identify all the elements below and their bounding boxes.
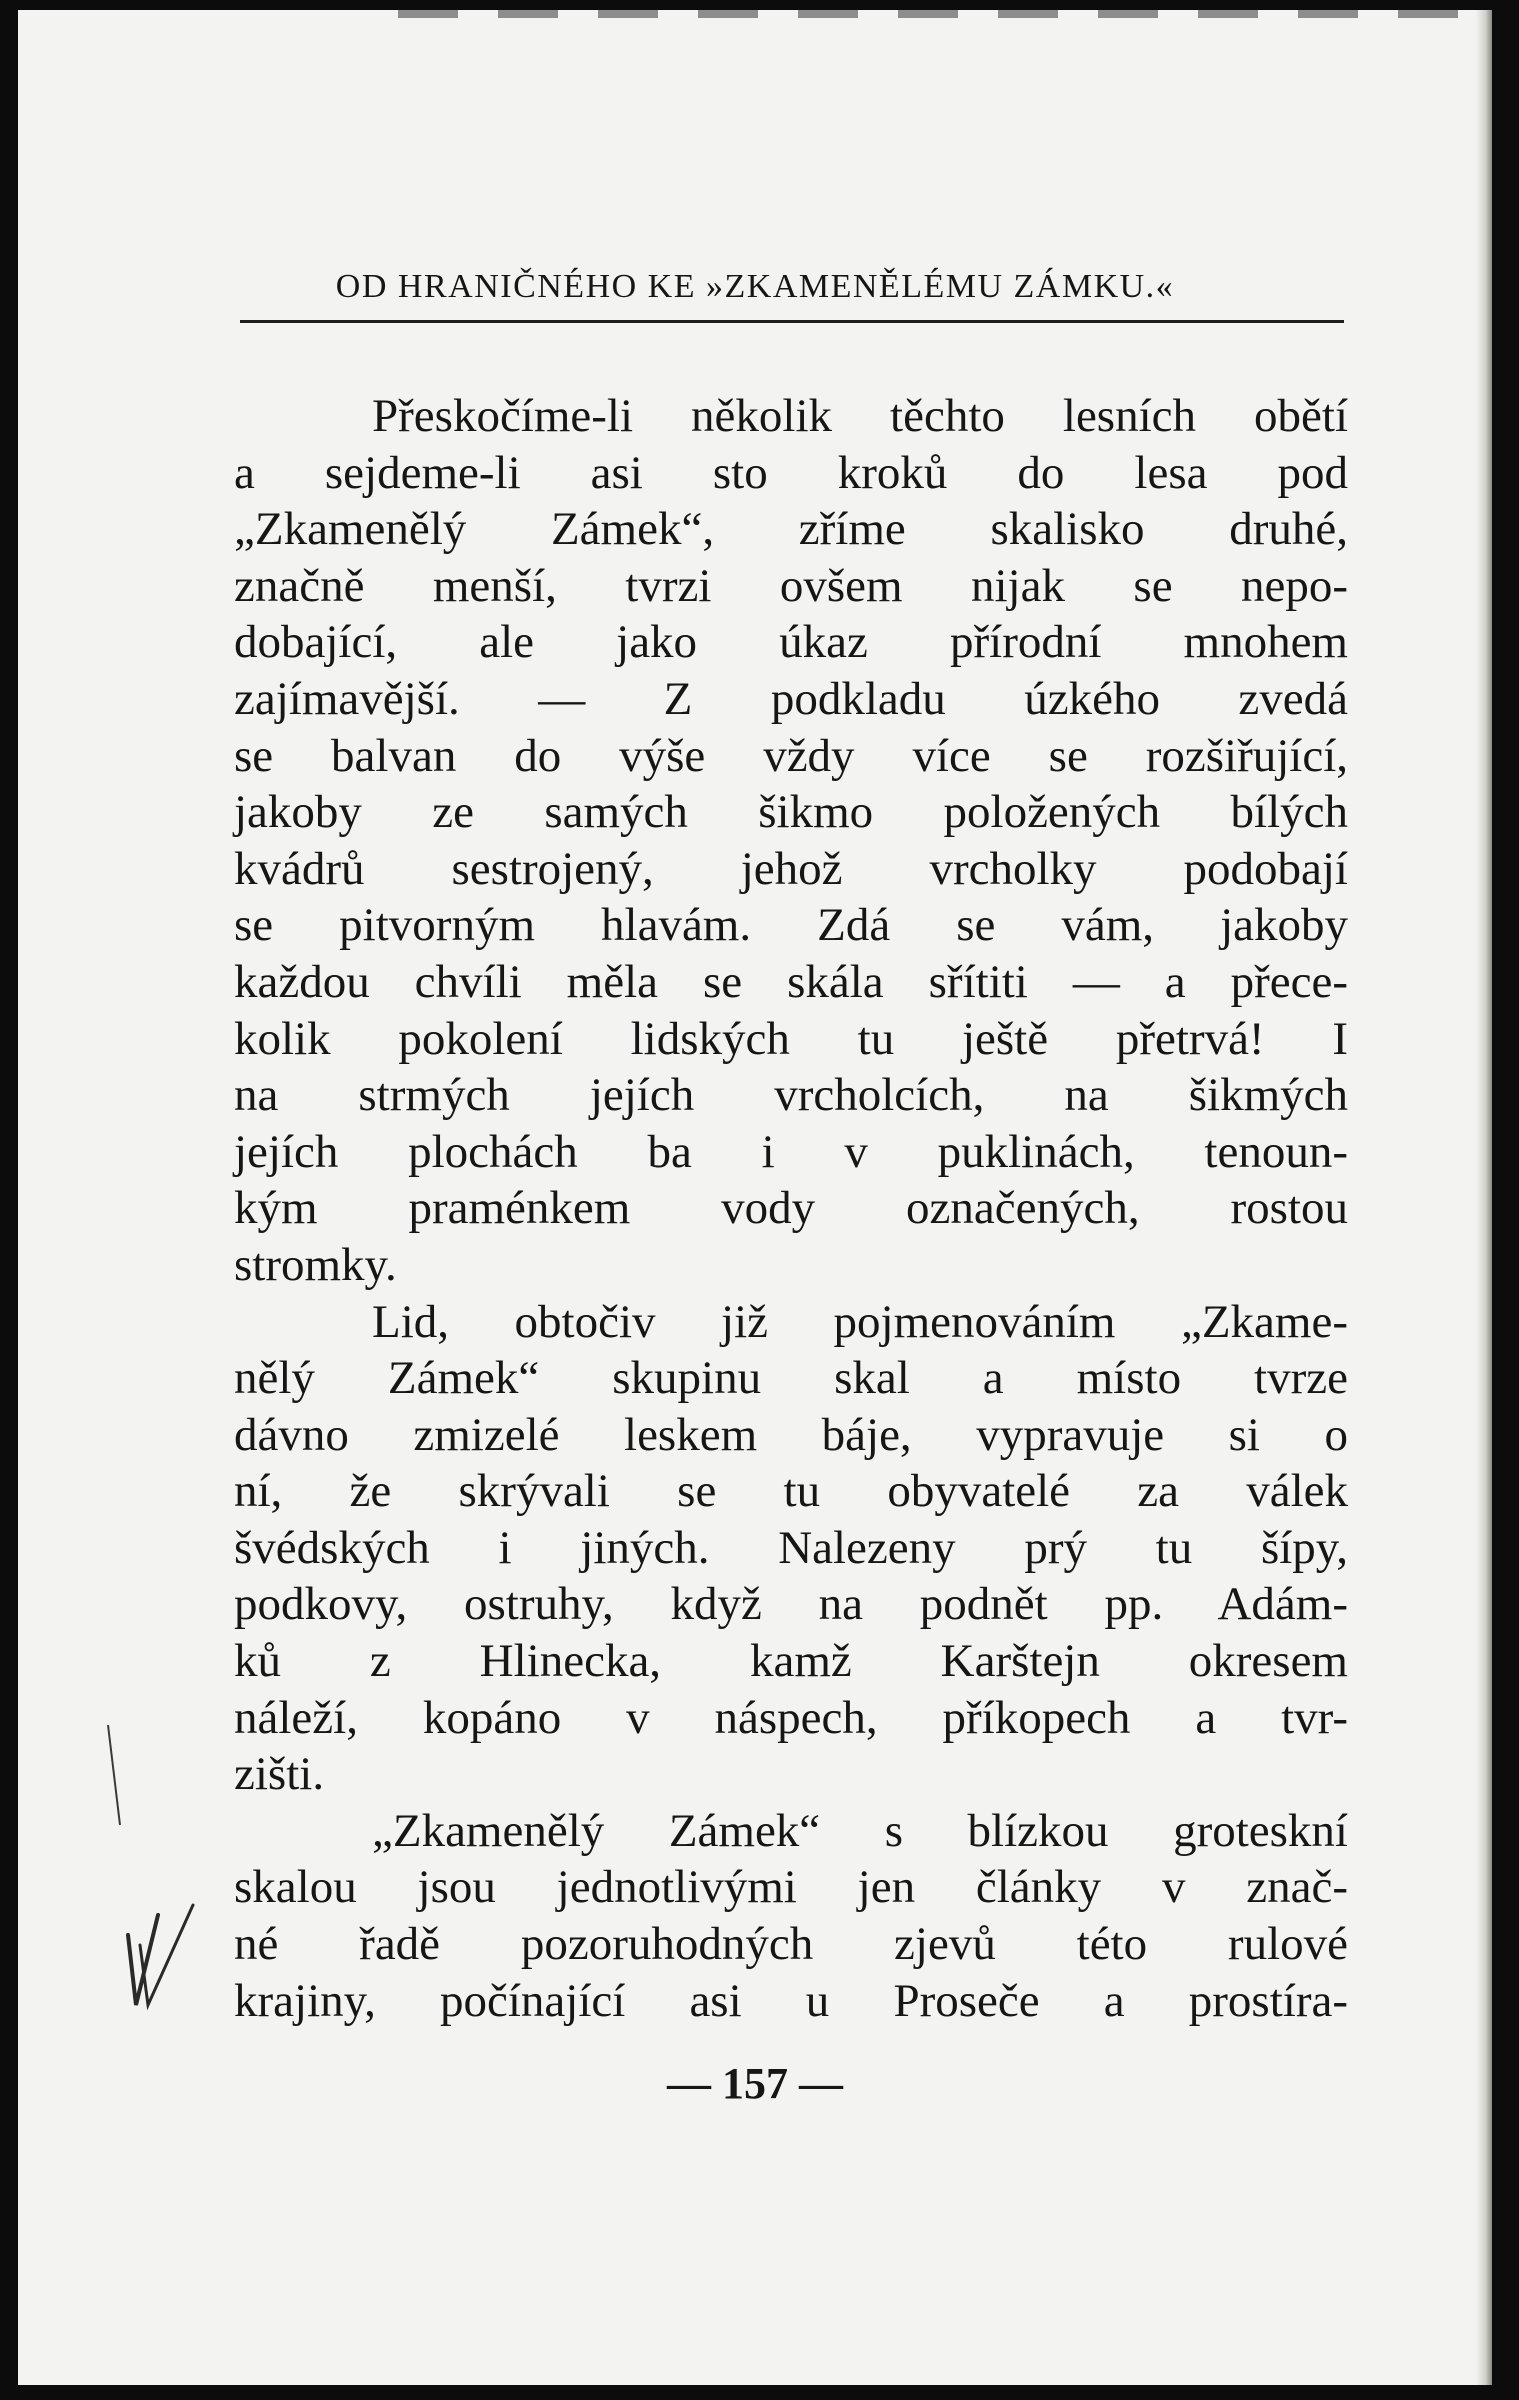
text-line: dobající, ale jako úkaz přírodní mnohem	[234, 616, 1348, 669]
torn-top-edge	[398, 10, 1468, 18]
text-line: každou chvíli měla se skála sřítiti — a přece-	[234, 955, 1348, 1008]
text-line: značně menší, tvrzi ovšem nijak se nepo-	[234, 559, 1348, 612]
text-line: jakoby ze samých šikmo položených bílých	[234, 786, 1348, 839]
text-line: krajiny, počínající asi u Proseče a prostíra-	[234, 1974, 1348, 2027]
page-number: — 157 —	[667, 2059, 843, 2108]
body-text	[234, 388, 1348, 2029]
text-line: „Zkamenělý Zámek“, zříme skalisko druhé,	[234, 503, 1348, 556]
text-line: ní, že skrývali se tu obyvatelé za válek	[234, 1465, 1348, 1518]
text-line: kvádrů sestrojený, jehož vrcholky podobají	[234, 842, 1348, 895]
text-line: kolik pokolení lidských tu ještě přetrvá! I	[234, 1012, 1348, 1065]
text-line: né řadě pozoruhodných zjevů této rulové	[234, 1918, 1348, 1971]
text-line: zajímavější. — Z podkladu úzkého zvedá	[234, 672, 1348, 725]
text-line: švédských i jiných. Nalezeny prý tu šípy,	[234, 1521, 1348, 1574]
text-line: náleží, kopáno v náspech, příkopech a tvr-	[234, 1691, 1348, 1744]
text-line: na strmých jejích vrcholcích, na šikmých	[234, 1069, 1348, 1122]
text-line: dávno zmizelé leskem báje, vypravuje si o	[234, 1408, 1348, 1461]
text-line: kým praménkem vody označených, rostou	[234, 1182, 1348, 1235]
text-line: ků z Hlinecka, kamž Karštejn okresem	[234, 1635, 1348, 1688]
text-line: zišti.	[234, 1748, 325, 1801]
book-page	[18, 10, 1492, 2385]
paragraph-first-line: Přeskočíme-li několik těchto lesních obětí	[372, 390, 1348, 442]
running-head: OD HRANIČNÉHO KE »ZKAMENĚLÉMU ZÁMKU.«	[335, 268, 1175, 305]
text-line: jejích plochách ba i v puklinách, tenoun-	[234, 1125, 1348, 1178]
page-edge-shadow	[1476, 10, 1492, 2385]
text-line: a sejdeme-li asi sto kroků do lesa pod	[234, 446, 1348, 499]
paragraph-first-line: „Zkamenělý Zámek“ s blízkou groteskní	[372, 1804, 1348, 1857]
header-rule	[240, 320, 1344, 323]
text-line: se balvan do výše vždy více se rozšiřující,	[234, 729, 1348, 782]
text-line: podkovy, ostruhy, když na podnět pp. Adám-	[234, 1578, 1348, 1631]
paragraph-first-line: Lid, obtočiv již pojmenováním „Zkame-	[372, 1295, 1348, 1348]
text-line: se pitvorným hlavám. Zdá se vám, jakoby	[234, 899, 1348, 952]
text-line: skalou jsou jednotlivými jen články v znač-	[234, 1861, 1348, 1914]
text-line: stromky.	[234, 1238, 397, 1291]
handwritten-margin-mark	[98, 1705, 208, 2025]
text-line: nělý Zámek“ skupinu skal a místo tvrze	[234, 1352, 1348, 1405]
